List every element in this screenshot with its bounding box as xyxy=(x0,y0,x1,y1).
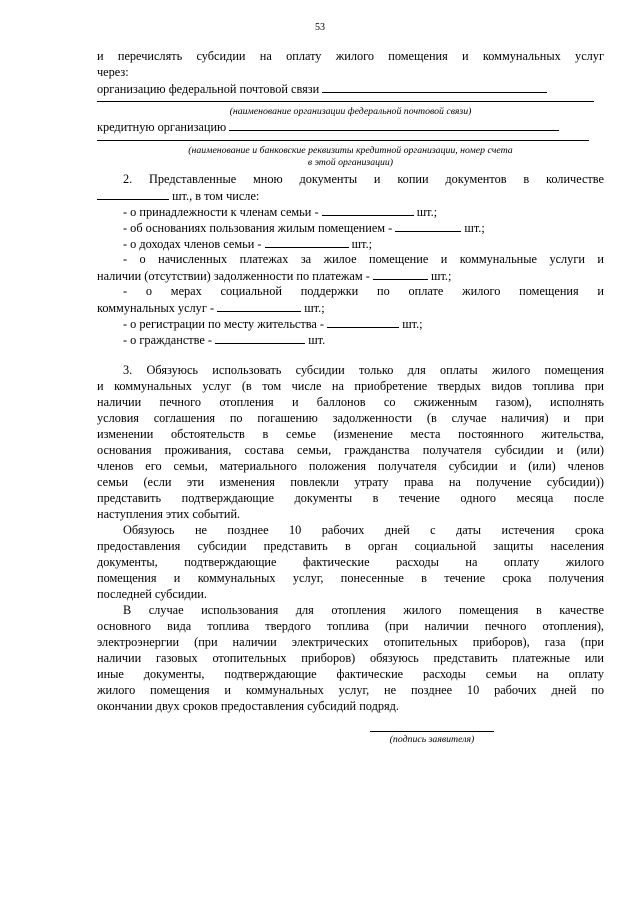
credit-org-blank-line-2[interactable] xyxy=(97,140,589,141)
item-family-income-unit: шт.; xyxy=(351,237,373,251)
item-payments-line-1: - о начисленных платежах за жилое помещение и коммунальные услуги и xyxy=(123,252,604,266)
credit-org-blank[interactable] xyxy=(229,119,559,131)
intro-line-1: и перечислять субсидии на оплату жилого помещения и коммунальных услуг xyxy=(97,49,604,63)
item-registration xyxy=(123,316,630,332)
postal-org-blank[interactable] xyxy=(322,81,547,93)
item-payments-unit: шт.; xyxy=(430,269,452,283)
item-payments-blank[interactable] xyxy=(373,268,428,280)
s3p1-line-5: изменении обстоятельств в семье (изменение места постоянного жительства, xyxy=(97,427,604,441)
signature-blank[interactable] xyxy=(370,731,494,732)
s3p2-line-1: Обязуюсь не позднее 10 рабочих дней с даты истечения срока xyxy=(123,523,604,537)
signature-caption: (подпись заявителя) xyxy=(389,734,475,745)
item-payments-line-2 xyxy=(97,268,604,284)
s3p3-line-7: окончании двух сроков предоставления субсидий подряд. xyxy=(97,699,399,713)
s3p1-line-8: семьи (если эти изменения повлекли утрату права на получение субсидии)) xyxy=(97,475,604,489)
postal-org-line xyxy=(97,81,604,97)
item-support-line-2 xyxy=(97,300,604,316)
s3p1-line-9: представить подтверждающие документы в течение одного месяца после xyxy=(97,491,604,505)
intro-line-2: через: xyxy=(97,65,129,79)
item-citizenship-unit: шт. xyxy=(308,333,326,347)
item-housing-grounds-label: - об основаниях пользования жилым помещением - xyxy=(123,221,393,235)
s3p3-line-2: основного вида топлива твердого топлива (при наличии печного отопления), xyxy=(97,619,604,633)
s3p3-line-6: жилого помещения и коммунальных услуг, не позднее 10 рабочих дней по xyxy=(97,683,604,697)
item-registration-blank[interactable] xyxy=(327,316,399,328)
s3p3-line-1: В случае использования для отопления жилого помещения в качестве xyxy=(123,603,604,617)
s3p1-line-7: членов его семьи, материального положения получателя субсидии и (или) членов xyxy=(97,459,604,473)
item-family-membership xyxy=(123,204,630,220)
s3p1-line-4: условия соглашения по погашению задолженности (в случае наличия) и при xyxy=(97,411,604,425)
section2-line-2-text: шт., в том числе: xyxy=(172,189,260,203)
item-family-income-blank[interactable] xyxy=(265,236,349,248)
postal-org-caption: (наименование организации федеральной почтовой связи) xyxy=(229,106,472,117)
credit-org-caption-1: (наименование и банковские реквизиты кредитной организации, номер счета xyxy=(188,145,513,156)
postal-org-label: организацию федеральной почтовой связи xyxy=(97,82,320,96)
s3p1-line-10: наступления этих событий. xyxy=(97,507,241,521)
item-family-membership-label: - о принадлежности к членам семьи - xyxy=(123,205,319,219)
item-citizenship xyxy=(123,332,630,348)
s3p1-line-3: наличии печного отопления и баллонов со сжиженным газом), исполнять xyxy=(97,395,604,409)
s3p2-line-4: помещения и коммунальных услуг, понесенные в течение срока получения xyxy=(97,571,604,585)
item-housing-grounds-unit: шт.; xyxy=(464,221,485,235)
item-support-label: коммунальных услуг - xyxy=(97,301,215,315)
item-registration-label: - о регистрации по месту жительства - xyxy=(123,317,325,331)
item-payments-label: наличии (отсутствии) задолженности по платежам - xyxy=(97,269,370,283)
item-family-membership-unit: шт.; xyxy=(416,205,438,219)
s3p1-line-6: основания проживания, состава семьи, гражданства получателя субсидии и (или) xyxy=(97,443,604,457)
credit-org-line xyxy=(97,119,604,135)
section2-line-1: 2. Представленные мною документы и копии документов в количестве xyxy=(123,172,604,186)
item-family-income xyxy=(123,236,630,252)
section2-line-2 xyxy=(97,188,604,204)
item-citizenship-label: - о гражданстве - xyxy=(123,333,213,347)
s3p3-line-4: наличии газовых отопительных приборов) обязуюсь представить платежные или xyxy=(97,651,604,665)
item-family-membership-blank[interactable] xyxy=(322,204,414,216)
item-housing-grounds xyxy=(123,220,630,236)
item-support-unit: шт.; xyxy=(304,301,325,315)
item-housing-grounds-blank[interactable] xyxy=(395,220,461,232)
s3p2-line-2: предоставления субсидии представить в орган социальной защиты населения xyxy=(97,539,604,553)
credit-org-label: кредитную организацию xyxy=(97,120,227,134)
item-support-line-1: - о мерах социальной поддержки по оплате жилого помещения и xyxy=(123,284,604,298)
page-number: 53 xyxy=(315,22,325,33)
s3p3-line-5: иные документы, подтверждающие фактические расходы семьи на оплату xyxy=(97,667,604,681)
s3p2-line-5: последней субсидии. xyxy=(97,587,207,601)
s3p3-line-3: электроэнергии (при наличии электрических отопительных приборов), газа (при xyxy=(97,635,604,649)
item-registration-unit: шт.; xyxy=(402,317,423,331)
item-citizenship-blank[interactable] xyxy=(215,332,305,344)
total-count-blank[interactable] xyxy=(97,188,169,200)
postal-org-blank-line-2[interactable] xyxy=(97,101,594,102)
s3p1-line-2: и коммунальных услуг (в том числе на приобретение твердых видов топлива при xyxy=(97,379,604,393)
item-support-blank[interactable] xyxy=(217,300,301,312)
credit-org-caption-2: в этой организации) xyxy=(307,157,394,168)
item-family-income-label: - о доходах членов семьи - xyxy=(123,237,262,251)
s3p1-line-1: 3. Обязуюсь использовать субсидии только для оплаты жилого помещения xyxy=(123,363,604,377)
s3p2-line-3: документы, подтверждающие фактические расходы на оплату жилого xyxy=(97,555,604,569)
